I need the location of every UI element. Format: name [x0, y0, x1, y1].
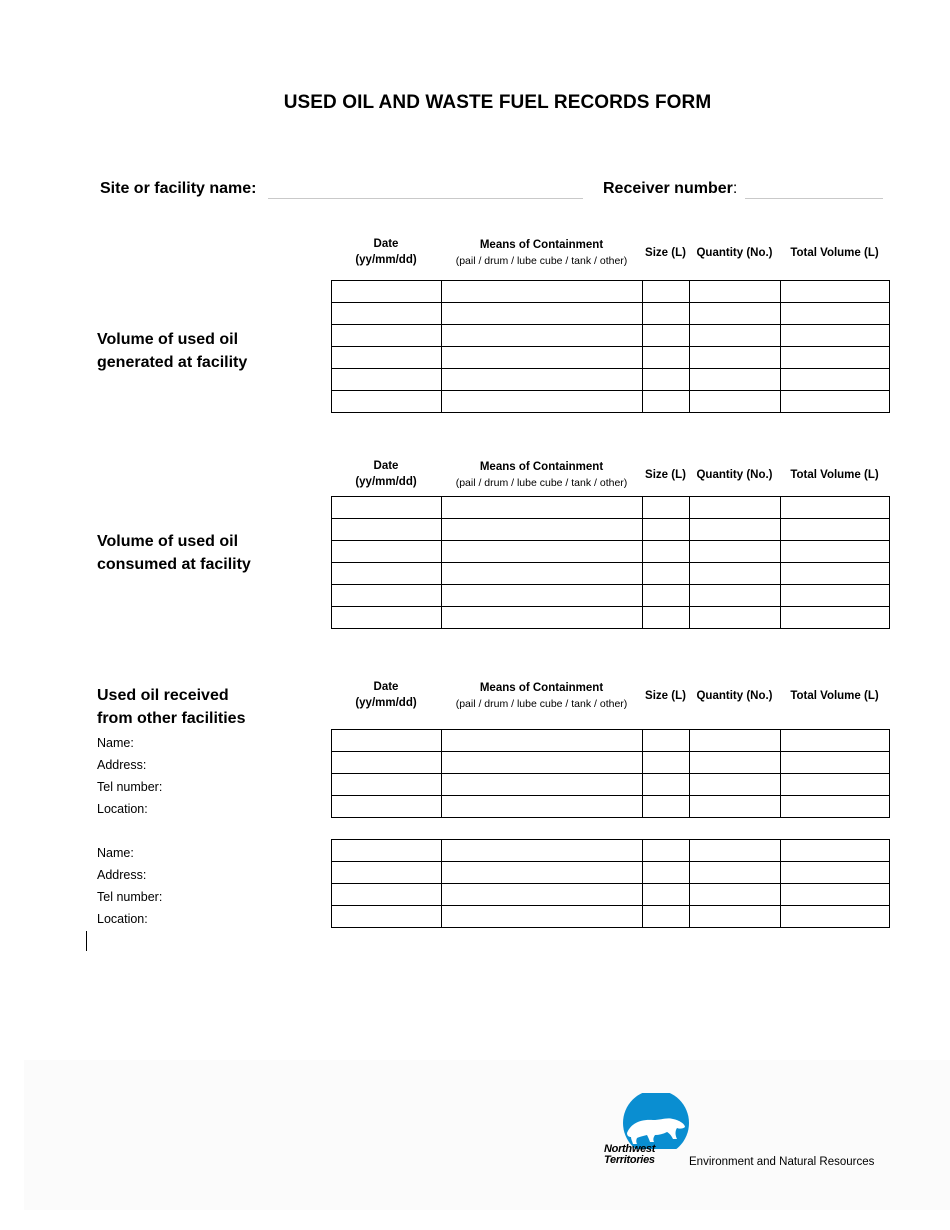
- containment-cell[interactable]: [442, 752, 643, 774]
- quantity-cell[interactable]: [690, 347, 781, 369]
- total-volume-cell[interactable]: [781, 730, 890, 752]
- total-volume-cell[interactable]: [781, 303, 890, 325]
- size-cell[interactable]: [643, 884, 690, 906]
- date-cell[interactable]: [332, 862, 442, 884]
- quantity-cell[interactable]: [690, 303, 781, 325]
- table-row: [332, 541, 890, 563]
- location-label: Location:: [97, 912, 148, 926]
- total-volume-cell[interactable]: [781, 585, 890, 607]
- size-cell[interactable]: [643, 563, 690, 585]
- quantity-cell[interactable]: [690, 541, 781, 563]
- size-cell[interactable]: [643, 906, 690, 928]
- date-cell[interactable]: [332, 303, 442, 325]
- col-total-volume-header: Total Volume (L): [790, 247, 879, 259]
- col-date-header: Date (yy/mm/dd): [355, 460, 417, 488]
- containment-cell[interactable]: [442, 541, 643, 563]
- date-cell[interactable]: [332, 391, 442, 413]
- site-name-field[interactable]: [268, 198, 583, 199]
- table-row: [332, 281, 890, 303]
- total-volume-cell[interactable]: [781, 497, 890, 519]
- table-row: [332, 884, 890, 906]
- quantity-cell[interactable]: [690, 607, 781, 629]
- contact-block-1: [97, 732, 162, 820]
- section-received-label: Used oil received from other facilities: [97, 687, 246, 727]
- col-quantity-header: Quantity (No.): [696, 247, 773, 259]
- date-cell[interactable]: [332, 840, 442, 862]
- containment-cell[interactable]: [442, 796, 643, 818]
- table-row: [332, 840, 890, 862]
- name-label: Name:: [97, 736, 134, 750]
- text-cursor: [86, 931, 87, 951]
- total-volume-cell[interactable]: [781, 369, 890, 391]
- col-size-header: Size (L): [645, 469, 686, 481]
- size-cell[interactable]: [643, 303, 690, 325]
- date-cell[interactable]: [332, 884, 442, 906]
- total-volume-cell[interactable]: [781, 563, 890, 585]
- size-cell[interactable]: [643, 840, 690, 862]
- containment-cell[interactable]: [442, 369, 643, 391]
- containment-cell[interactable]: [442, 884, 643, 906]
- quantity-cell[interactable]: [690, 585, 781, 607]
- containment-cell[interactable]: [442, 840, 643, 862]
- total-volume-cell[interactable]: [781, 840, 890, 862]
- logo-wordmark: Northwest Territories: [604, 1143, 656, 1166]
- polar-bear-logo-icon: [603, 1093, 691, 1149]
- receiver-number-label: Receiver number:: [603, 180, 738, 197]
- table-row: [332, 730, 890, 752]
- containment-cell[interactable]: [442, 347, 643, 369]
- date-cell[interactable]: [332, 585, 442, 607]
- containment-cell[interactable]: [442, 391, 643, 413]
- size-cell[interactable]: [643, 607, 690, 629]
- quantity-cell[interactable]: [690, 281, 781, 303]
- total-volume-cell[interactable]: [781, 774, 890, 796]
- col-date-header: Date (yy/mm/dd): [355, 681, 417, 709]
- section-generated-label: Volume of used oil generated at facility: [97, 331, 248, 371]
- quantity-cell[interactable]: [690, 497, 781, 519]
- table-row: [332, 347, 890, 369]
- table-row: [332, 796, 890, 818]
- quantity-cell[interactable]: [690, 774, 781, 796]
- site-name-label: Site or facility name:: [100, 180, 257, 197]
- receiver-number-field[interactable]: [745, 198, 883, 199]
- total-volume-cell[interactable]: [781, 906, 890, 928]
- quantity-cell[interactable]: [690, 563, 781, 585]
- date-cell[interactable]: [332, 774, 442, 796]
- col-total-volume-header: Total Volume (L): [790, 469, 879, 481]
- form-title: USED OIL AND WASTE FUEL RECORDS FORM: [283, 92, 712, 113]
- col-size-header: Size (L): [645, 690, 686, 702]
- address-label: Address:: [97, 758, 147, 772]
- size-cell[interactable]: [643, 774, 690, 796]
- date-cell[interactable]: [332, 906, 442, 928]
- date-cell[interactable]: [332, 730, 442, 752]
- quantity-cell[interactable]: [690, 519, 781, 541]
- name-label: Name:: [97, 846, 134, 860]
- date-cell[interactable]: [332, 281, 442, 303]
- date-cell[interactable]: [332, 497, 442, 519]
- col-containment-header: Means of Containment (pail / drum / lube cube / tank / other): [455, 682, 628, 710]
- quantity-cell[interactable]: [690, 325, 781, 347]
- quantity-cell[interactable]: [690, 906, 781, 928]
- section-consumed-label: Volume of used oil consumed at facility: [97, 533, 251, 573]
- table-row: [332, 563, 890, 585]
- size-cell[interactable]: [643, 519, 690, 541]
- total-volume-cell[interactable]: [781, 884, 890, 906]
- date-cell[interactable]: [332, 752, 442, 774]
- total-volume-cell[interactable]: [781, 391, 890, 413]
- containment-cell[interactable]: [442, 519, 643, 541]
- containment-cell[interactable]: [442, 862, 643, 884]
- containment-cell[interactable]: [442, 497, 643, 519]
- size-cell[interactable]: [643, 391, 690, 413]
- table-row: [332, 607, 890, 629]
- size-cell[interactable]: [643, 369, 690, 391]
- date-cell[interactable]: [332, 796, 442, 818]
- containment-cell[interactable]: [442, 906, 643, 928]
- containment-cell[interactable]: [442, 774, 643, 796]
- records-table-generated[interactable]: [331, 280, 890, 413]
- size-cell[interactable]: [643, 541, 690, 563]
- total-volume-cell[interactable]: [781, 281, 890, 303]
- total-volume-cell[interactable]: [781, 796, 890, 818]
- size-cell[interactable]: [643, 862, 690, 884]
- records-table-consumed[interactable]: [331, 496, 890, 629]
- size-cell[interactable]: [643, 752, 690, 774]
- table-row: [332, 774, 890, 796]
- total-volume-cell[interactable]: [781, 519, 890, 541]
- table-row: [332, 303, 890, 325]
- total-volume-cell[interactable]: [781, 607, 890, 629]
- date-cell[interactable]: [332, 541, 442, 563]
- date-cell[interactable]: [332, 563, 442, 585]
- table-row: [332, 391, 890, 413]
- footer-band: [24, 1060, 950, 1210]
- containment-cell[interactable]: [442, 563, 643, 585]
- col-date-header: Date (yy/mm/dd): [355, 238, 417, 266]
- quantity-cell[interactable]: [690, 862, 781, 884]
- containment-cell[interactable]: [442, 281, 643, 303]
- col-containment-header: Means of Containment (pail / drum / lube cube / tank / other): [455, 239, 628, 267]
- date-cell[interactable]: [332, 325, 442, 347]
- tel-label: Tel number:: [97, 890, 163, 904]
- containment-cell[interactable]: [442, 325, 643, 347]
- date-cell[interactable]: [332, 607, 442, 629]
- location-label: Location:: [97, 802, 148, 816]
- date-cell[interactable]: [332, 369, 442, 391]
- col-containment-header: Means of Containment (pail / drum / lube cube / tank / other): [455, 461, 628, 489]
- total-volume-cell[interactable]: [781, 752, 890, 774]
- containment-cell[interactable]: [442, 303, 643, 325]
- containment-cell[interactable]: [442, 585, 643, 607]
- containment-cell[interactable]: [442, 730, 643, 752]
- tel-label: Tel number:: [97, 780, 163, 794]
- size-cell[interactable]: [643, 347, 690, 369]
- table-row: [332, 585, 890, 607]
- total-volume-cell[interactable]: [781, 347, 890, 369]
- size-cell[interactable]: [643, 796, 690, 818]
- quantity-cell[interactable]: [690, 391, 781, 413]
- quantity-cell[interactable]: [690, 752, 781, 774]
- total-volume-cell[interactable]: [781, 541, 890, 563]
- size-cell[interactable]: [643, 281, 690, 303]
- quantity-cell[interactable]: [690, 840, 781, 862]
- col-quantity-header: Quantity (No.): [696, 469, 773, 481]
- quantity-cell[interactable]: [690, 884, 781, 906]
- address-label: Address:: [97, 868, 147, 882]
- total-volume-cell[interactable]: [781, 862, 890, 884]
- size-cell[interactable]: [643, 585, 690, 607]
- total-volume-cell[interactable]: [781, 325, 890, 347]
- col-size-header: Size (L): [645, 247, 686, 259]
- table-row: [332, 497, 890, 519]
- records-table-received-2[interactable]: [331, 839, 890, 928]
- date-cell[interactable]: [332, 519, 442, 541]
- table-row: [332, 519, 890, 541]
- col-quantity-header: Quantity (No.): [696, 690, 773, 702]
- quantity-cell[interactable]: [690, 730, 781, 752]
- col-total-volume-header: Total Volume (L): [790, 690, 879, 702]
- quantity-cell[interactable]: [690, 369, 781, 391]
- table-row: [332, 862, 890, 884]
- department-name: Environment and Natural Resources: [689, 1156, 875, 1168]
- quantity-cell[interactable]: [690, 796, 781, 818]
- contact-block-2: [97, 842, 162, 930]
- date-cell[interactable]: [332, 347, 442, 369]
- records-table-received-1[interactable]: [331, 729, 890, 818]
- size-cell[interactable]: [643, 730, 690, 752]
- size-cell[interactable]: [643, 497, 690, 519]
- table-row: [332, 752, 890, 774]
- containment-cell[interactable]: [442, 607, 643, 629]
- size-cell[interactable]: [643, 325, 690, 347]
- table-row: [332, 906, 890, 928]
- table-row: [332, 325, 890, 347]
- table-row: [332, 369, 890, 391]
